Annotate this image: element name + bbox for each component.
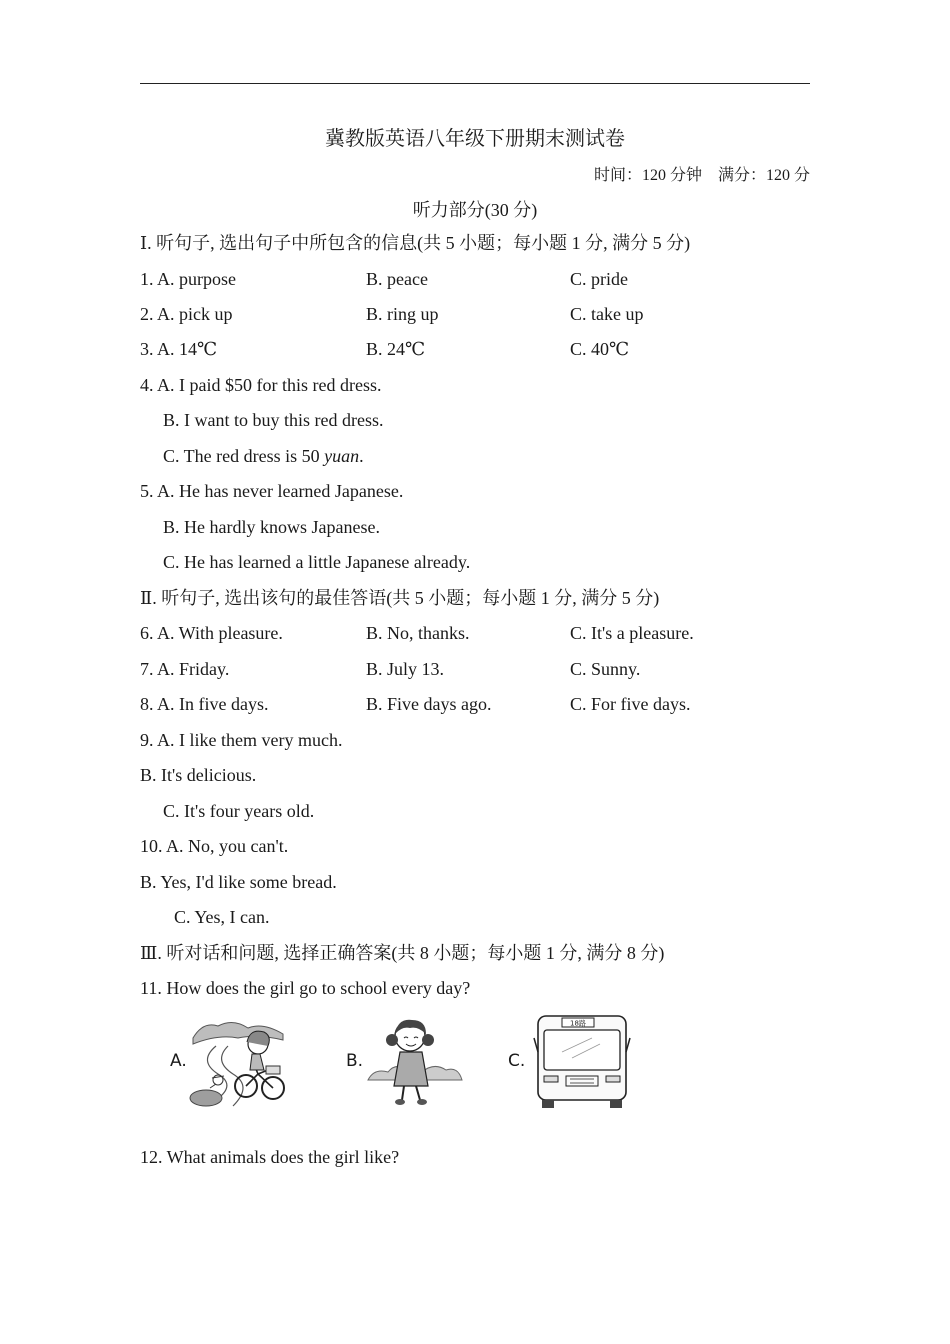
- q11-label-b: B.: [346, 1051, 364, 1071]
- q5-option-c: C. He has learned a little Japanese already.: [163, 552, 471, 572]
- part-title: 听力部分(30 分): [412, 200, 538, 220]
- q8-option-b: B. Five days ago.: [366, 694, 492, 714]
- q2-option-c: C. take up: [570, 304, 644, 324]
- q1-option-b: B. peace: [366, 269, 428, 289]
- bus-route-sign: 18路: [570, 1019, 586, 1028]
- q8-option-a: 8. A. In five days.: [140, 694, 269, 714]
- bus-picture: [532, 1012, 632, 1112]
- q6-option-c: C. It's a pleasure.: [570, 623, 694, 643]
- q3-option-c: C. 40℃: [570, 339, 630, 359]
- exam-meta: [594, 162, 810, 185]
- walking-girl-picture: [364, 1016, 464, 1106]
- q11-label-c: C.: [508, 1051, 526, 1071]
- section-3-heading: Ⅲ. 听对话和问题, 选择正确答案(共 8 小题；每小题 1 分, 满分 8 分): [140, 943, 665, 963]
- exam-time: 时间：120 分钟: [593, 167, 702, 184]
- q9-option-b: B. It's delicious.: [140, 765, 257, 785]
- q9-option-a: 9. A. I like them very much.: [140, 730, 343, 750]
- q1-option-a: 1. A. purpose: [140, 269, 236, 289]
- q7-option-a: 7. A. Friday.: [140, 659, 230, 679]
- q10-option-c: C. Yes, I can.: [174, 907, 270, 927]
- q6-option-b: B. No, thanks.: [366, 623, 470, 643]
- q10-option-b: B. Yes, I'd like some bread.: [140, 872, 337, 892]
- page-title: 冀教版英语八年级下册期末测试卷: [325, 128, 625, 150]
- q4-option-b: B. I want to buy this red dress.: [163, 410, 384, 430]
- q5-option-b: B. He hardly knows Japanese.: [163, 517, 380, 537]
- q2-option-a: 2. A. pick up: [140, 304, 233, 324]
- q3-option-b: B. 24℃: [366, 339, 426, 359]
- q11-label-a: A.: [170, 1051, 187, 1071]
- q4-option-c-end: .: [359, 446, 364, 466]
- q7-option-b: B. July 13.: [366, 659, 445, 679]
- q9-option-c: C. It's four years old.: [163, 801, 315, 821]
- q4-option-c-emphasis: yuan: [324, 446, 360, 466]
- section-1-heading: Ⅰ. 听句子, 选出句子中所包含的信息(共 5 小题；每小题 1 分, 满分 5 分): [140, 233, 691, 253]
- q11-stem: 11. How does the girl go to school every day?: [140, 978, 471, 998]
- q2-option-b: B. ring up: [366, 304, 439, 324]
- q3-option-a: 3. A. 14℃: [140, 339, 218, 359]
- q8-option-c: C. For five days.: [570, 694, 691, 714]
- bicycle-girl-picture: [188, 1016, 293, 1108]
- q1-option-c: C. pride: [570, 269, 628, 289]
- q10-option-a: 10. A. No, you can't.: [140, 836, 289, 856]
- q4-option-c-text: C. The red dress is 50: [163, 446, 325, 466]
- q12-stem: 12. What animals does the girl like?: [140, 1147, 400, 1167]
- q4-option-c: [163, 445, 364, 467]
- q6-option-a: 6. A. With pleasure.: [140, 623, 283, 643]
- q4-option-a: 4. A. I paid $50 for this red dress.: [140, 375, 382, 395]
- q5-option-a: 5. A. He has never learned Japanese.: [140, 481, 404, 501]
- q7-option-c: C. Sunny.: [570, 659, 641, 679]
- section-2-heading: Ⅱ. 听句子, 选出该句的最佳答语(共 5 小题；每小题 1 分, 满分 5 分): [140, 588, 660, 608]
- header-rule: [140, 83, 810, 84]
- exam-score: 满分：120 分: [717, 167, 810, 184]
